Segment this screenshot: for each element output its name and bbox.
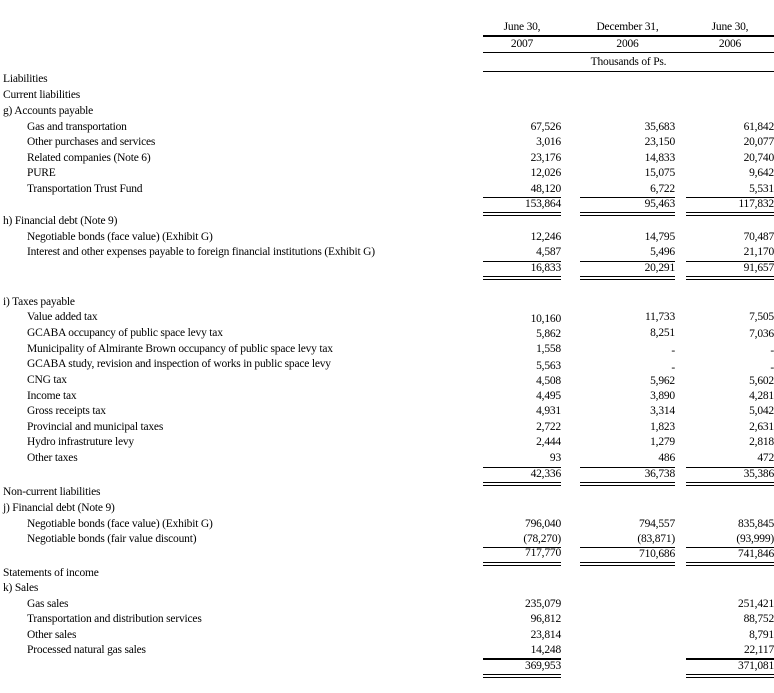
note-k-title: k) Sales bbox=[3, 582, 39, 594]
row-label: Transportation and distribution services bbox=[27, 613, 202, 625]
row-value: 88,752 bbox=[743, 613, 774, 625]
row-value: 1,558 bbox=[536, 343, 561, 355]
note-i-title: i) Taxes payable bbox=[3, 296, 75, 308]
total-value: 371,081 bbox=[738, 660, 774, 672]
row-value: 1,279 bbox=[650, 436, 675, 448]
row-value: 5,531 bbox=[749, 183, 774, 195]
row-label: CNG tax bbox=[27, 374, 67, 386]
total-double-rule bbox=[483, 562, 561, 566]
row-label: Gross receipts tax bbox=[27, 405, 106, 417]
row-label: Negotiable bonds (fair value discount) bbox=[27, 533, 197, 545]
row-value: - bbox=[671, 362, 675, 374]
row-value: 3,890 bbox=[650, 390, 675, 402]
row-value: 14,833 bbox=[644, 152, 675, 164]
total-double-rule bbox=[686, 482, 774, 486]
row-value: 67,526 bbox=[530, 121, 561, 133]
row-value: (78,270) bbox=[523, 533, 561, 545]
row-value: 14,248 bbox=[530, 644, 561, 656]
row-value: 835,845 bbox=[738, 518, 774, 530]
row-value: 2,818 bbox=[749, 436, 774, 448]
row-value: 6,722 bbox=[650, 183, 675, 195]
row-value: 4,931 bbox=[536, 405, 561, 417]
row-label: GCABA occupancy of public space levy tax bbox=[27, 327, 223, 339]
row-value: 7,505 bbox=[749, 311, 774, 323]
row-value: 23,150 bbox=[644, 136, 675, 148]
section-noncurrent-liabilities: Non-current liabilities bbox=[3, 486, 101, 498]
total-value: 717,770 bbox=[525, 547, 561, 559]
row-value: 23,814 bbox=[530, 629, 561, 641]
row-value: 2,631 bbox=[749, 421, 774, 433]
row-value: 70,487 bbox=[743, 231, 774, 243]
row-value: 2,444 bbox=[536, 436, 561, 448]
col2-header-year: 2006 bbox=[616, 38, 639, 50]
total-value: 117,832 bbox=[738, 198, 774, 210]
col3-header-date: June 30, bbox=[711, 21, 749, 33]
row-label: Value added tax bbox=[27, 311, 98, 323]
total-value: 16,833 bbox=[530, 262, 561, 274]
row-value: 22,117 bbox=[744, 644, 774, 656]
row-value: 5,042 bbox=[749, 405, 774, 417]
row-value: - bbox=[770, 345, 774, 357]
col1-header-date: June 30, bbox=[503, 21, 541, 33]
row-value: 8,791 bbox=[749, 629, 774, 641]
row-value: - bbox=[671, 345, 675, 357]
note-h-title: h) Financial debt (Note 9) bbox=[3, 215, 118, 227]
row-label: Provincial and municipal taxes bbox=[27, 421, 164, 433]
total-double-rule bbox=[483, 276, 561, 280]
total-value: 95,463 bbox=[644, 198, 675, 210]
section-liabilities: Liabilities bbox=[3, 73, 48, 85]
total-double-rule bbox=[483, 212, 561, 216]
row-value: 794,557 bbox=[639, 518, 675, 530]
row-value: 3,016 bbox=[536, 136, 561, 148]
total-double-rule bbox=[483, 674, 561, 678]
row-value: 2,722 bbox=[536, 421, 561, 433]
row-value: 472 bbox=[757, 452, 774, 464]
row-value: 61,842 bbox=[743, 121, 774, 133]
row-value: (93,999) bbox=[736, 533, 774, 545]
row-value: 12,246 bbox=[530, 231, 561, 243]
total-double-rule bbox=[580, 276, 675, 280]
section-current-liabilities: Current liabilities bbox=[3, 89, 81, 101]
total-value: 42,336 bbox=[530, 468, 561, 480]
row-value: 21,170 bbox=[743, 246, 774, 258]
row-value: 4,281 bbox=[749, 390, 774, 402]
row-value: - bbox=[770, 362, 774, 374]
row-value: 4,587 bbox=[536, 246, 561, 258]
section-statements-of-income: Statements of income bbox=[3, 567, 99, 579]
row-label: Other taxes bbox=[27, 452, 78, 464]
row-value: 7,036 bbox=[749, 328, 774, 340]
row-value: 11,733 bbox=[645, 311, 675, 323]
row-value: 251,421 bbox=[738, 598, 774, 610]
total-double-rule bbox=[580, 562, 675, 566]
total-double-rule bbox=[580, 482, 675, 486]
row-value: 93 bbox=[549, 452, 561, 464]
row-label: Gas and transportation bbox=[27, 121, 127, 133]
row-value: 486 bbox=[658, 452, 675, 464]
row-value: 8,251 bbox=[650, 327, 675, 339]
row-value: 5,602 bbox=[749, 375, 774, 387]
row-value: 5,563 bbox=[536, 360, 561, 372]
row-value: 20,077 bbox=[743, 136, 774, 148]
row-label: Municipality of Almirante Brown occupancy of public space levy tax bbox=[27, 343, 333, 355]
total-value: 741,846 bbox=[738, 548, 774, 560]
row-value: 3,314 bbox=[650, 405, 675, 417]
row-label: Other purchases and services bbox=[27, 136, 156, 148]
col2-header-date: December 31, bbox=[596, 21, 659, 33]
row-value: 5,496 bbox=[650, 246, 675, 258]
row-value: 14,795 bbox=[644, 231, 675, 243]
row-label: Gas sales bbox=[27, 598, 69, 610]
row-label: Related companies (Note 6) bbox=[27, 152, 151, 164]
row-value: 96,812 bbox=[530, 613, 561, 625]
row-label: Interest and other expenses payable to foreign financial institutions (Exhibit G) bbox=[27, 246, 375, 258]
row-value: 23,176 bbox=[530, 152, 561, 164]
row-label: Hydro infrastruture levy bbox=[27, 436, 134, 448]
row-label: GCABA study, revision and inspection of works in public space levy bbox=[27, 358, 331, 370]
row-value: 35,683 bbox=[644, 121, 675, 133]
row-label: PURE bbox=[27, 167, 56, 179]
note-g-title: g) Accounts payable bbox=[3, 105, 94, 117]
total-value: 369,953 bbox=[525, 660, 561, 672]
row-value: 12,026 bbox=[530, 167, 561, 179]
col3-header-year: 2006 bbox=[718, 38, 742, 50]
row-value: 4,508 bbox=[536, 375, 561, 387]
row-value: 20,740 bbox=[743, 152, 774, 164]
row-value: 5,862 bbox=[536, 328, 561, 340]
note-j-title: j) Financial debt (Note 9) bbox=[3, 502, 115, 514]
row-label: Income tax bbox=[27, 390, 77, 402]
row-value: 1,823 bbox=[650, 421, 675, 433]
header-rule-2 bbox=[483, 52, 774, 53]
total-value: 91,657 bbox=[743, 262, 774, 274]
total-value: 153,864 bbox=[525, 198, 561, 210]
total-value: 20,291 bbox=[644, 262, 675, 274]
total-double-rule bbox=[686, 212, 774, 216]
row-label: Negotiable bonds (face value) (Exhibit G) bbox=[27, 231, 213, 243]
row-value: 796,040 bbox=[525, 518, 561, 530]
total-double-rule bbox=[483, 482, 561, 486]
row-value: 235,079 bbox=[525, 598, 561, 610]
total-double-rule bbox=[686, 562, 774, 566]
row-label: Transportation Trust Fund bbox=[27, 183, 143, 195]
row-label: Negotiable bonds (face value) (Exhibit G) bbox=[27, 518, 213, 530]
row-label: Other sales bbox=[27, 629, 77, 641]
total-value: 35,386 bbox=[743, 468, 774, 480]
row-value: 48,120 bbox=[530, 183, 561, 195]
row-value: (83,871) bbox=[637, 533, 675, 545]
row-value: 5,962 bbox=[650, 375, 675, 387]
total-double-rule bbox=[686, 276, 774, 280]
total-double-rule bbox=[686, 674, 774, 678]
row-value: 4,495 bbox=[536, 390, 561, 402]
header-rule-3 bbox=[483, 71, 774, 72]
row-label: Processed natural gas sales bbox=[27, 644, 146, 656]
total-value: 36,738 bbox=[644, 468, 675, 480]
total-double-rule bbox=[580, 212, 675, 216]
row-value: 9,642 bbox=[749, 167, 774, 179]
total-value: 710,686 bbox=[639, 548, 675, 560]
unit-label: Thousands of Ps. bbox=[590, 56, 667, 68]
row-value: 15,075 bbox=[644, 167, 675, 179]
col1-header-year: 2007 bbox=[510, 38, 534, 50]
row-value: 10,160 bbox=[530, 313, 561, 325]
